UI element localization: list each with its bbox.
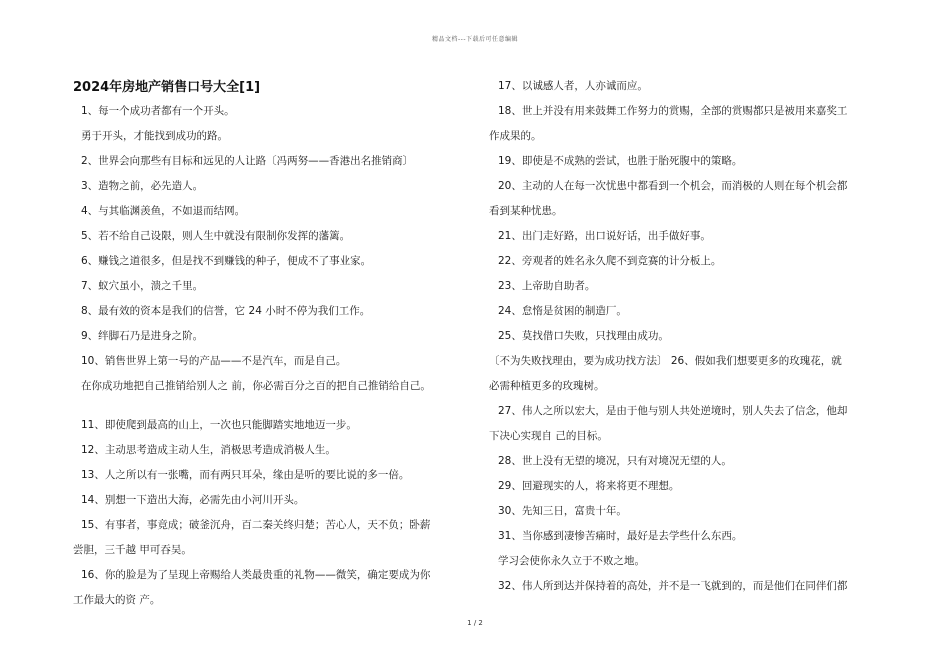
text-line: 10、销售世界上第一号的产品——不是汽车，而是自己。 <box>81 355 347 367</box>
text-line: 27、伟人之所以宏大，是由于他与别人共处逆境时，别人失去了信念，他却 <box>498 405 848 417</box>
text-line: 18、世上并没有用来鼓舞工作努力的赏赐，全部的赏赐都只是被用来嘉奖工 <box>498 105 848 117</box>
text-line: 看到某种忧患。 <box>489 205 563 217</box>
text-line: 4、与其临渊羡鱼，不如退而结网。 <box>81 205 246 217</box>
text-line: 24、怠惰是贫困的制造厂。 <box>498 305 627 317</box>
text-line: 下决心实现自 己的目标。 <box>489 430 608 442</box>
text-line: 5、若不给自己设限，则人生中就没有限制你发挥的藩篱。 <box>81 230 351 242</box>
text-line: 工作最大的资 产。 <box>73 594 161 606</box>
text-line: 19、即使是不成熟的尝试，也胜于胎死腹中的策略。 <box>498 155 743 167</box>
text-line: 尝胆，三千越 甲可吞吴。 <box>73 544 192 556</box>
text-line: 9、绊脚石乃是进身之阶。 <box>81 330 204 342</box>
page-header: 精品文档---下载后可任意编辑 <box>432 36 518 43</box>
page-title: 2024年房地产销售口号大全[1] <box>73 80 261 95</box>
text-line: 28、世上没有无望的境况，只有对境况无望的人。 <box>498 455 732 467</box>
text-line: 13、人之所以有一张嘴，而有两只耳朵，缘由是听的要比说的多一倍。 <box>81 469 410 481</box>
text-line: 16、你的脸是为了呈现上帝赐给人类最贵重的礼物——微笑，确定要成为你 <box>81 569 431 581</box>
text-line: 6、赚钱之道很多，但是找不到赚钱的种子，便成不了事业家。 <box>81 255 372 267</box>
text-line: 31、当你感到凄惨苦痛时，最好是去学些什么东西。 <box>498 530 743 542</box>
text-line: 必需种植更多的玫瑰树。 <box>489 380 605 392</box>
text-line: 学习会使你永久立于不败之地。 <box>498 555 645 567</box>
text-line: 15、有事者，事竟成；破釜沉舟，百二秦关终归楚；苦心人，天不负；卧薪 <box>81 519 431 531</box>
text-line: 7、蚁穴虽小，溃之千里。 <box>81 280 204 292</box>
text-line: 17、以诚感人者，人亦诚而应。 <box>498 80 648 92</box>
text-line: 25、莫找借口失败，只找理由成功。 <box>498 330 669 342</box>
text-line: 8、最有效的资本是我们的信誉，它 24 小时不停为我们工作。 <box>81 305 371 317</box>
text-line: 32、伟人所到达并保持着的高处，并不是一飞就到的，而是他们在同伴们都 <box>498 580 848 592</box>
text-line: 勇于开头，才能找到成功的路。 <box>81 130 228 142</box>
text-line: 2、世界会向那些有目标和远见的人让路〔冯两努——香港出名推销商〕 <box>81 155 414 167</box>
text-line: 11、即使爬到最高的山上，一次也只能脚踏实地地迈一步。 <box>81 419 357 431</box>
text-line: 14、别想一下造出大海，必需先由小河川开头。 <box>81 494 305 506</box>
text-line: 30、先知三日，富贵十年。 <box>498 505 627 517</box>
text-line: 12、主动思考造成主动人生，消极思考造成消极人生。 <box>81 444 336 456</box>
text-line: 〔不为失败找理由，要为成功找方法〕 26、假如我们想要更多的玫瑰花，就 <box>489 355 842 367</box>
text-line: 23、上帝助自助者。 <box>498 280 596 292</box>
text-line: 20、主动的人在每一次忧患中都看到一个机会，而消极的人则在每个机会都 <box>498 180 848 192</box>
text-line: 29、回避现实的人，将来将更不理想。 <box>498 480 680 492</box>
text-line: 在你成功地把自己推销给别人之 前，你必需百分之百的把自己推销给自己。 <box>81 380 431 392</box>
text-line: 1、每一个成功者都有一个开头。 <box>81 105 235 117</box>
text-line: 作成果的。 <box>489 130 542 142</box>
text-line: 22、旁观者的姓名永久爬不到竞赛的计分板上。 <box>498 255 722 267</box>
text-line: 21、出门走好路，出口说好话，出手做好事。 <box>498 230 711 242</box>
page-number: 1 / 2 <box>467 619 483 627</box>
text-line: 3、造物之前，必先造人。 <box>81 180 204 192</box>
